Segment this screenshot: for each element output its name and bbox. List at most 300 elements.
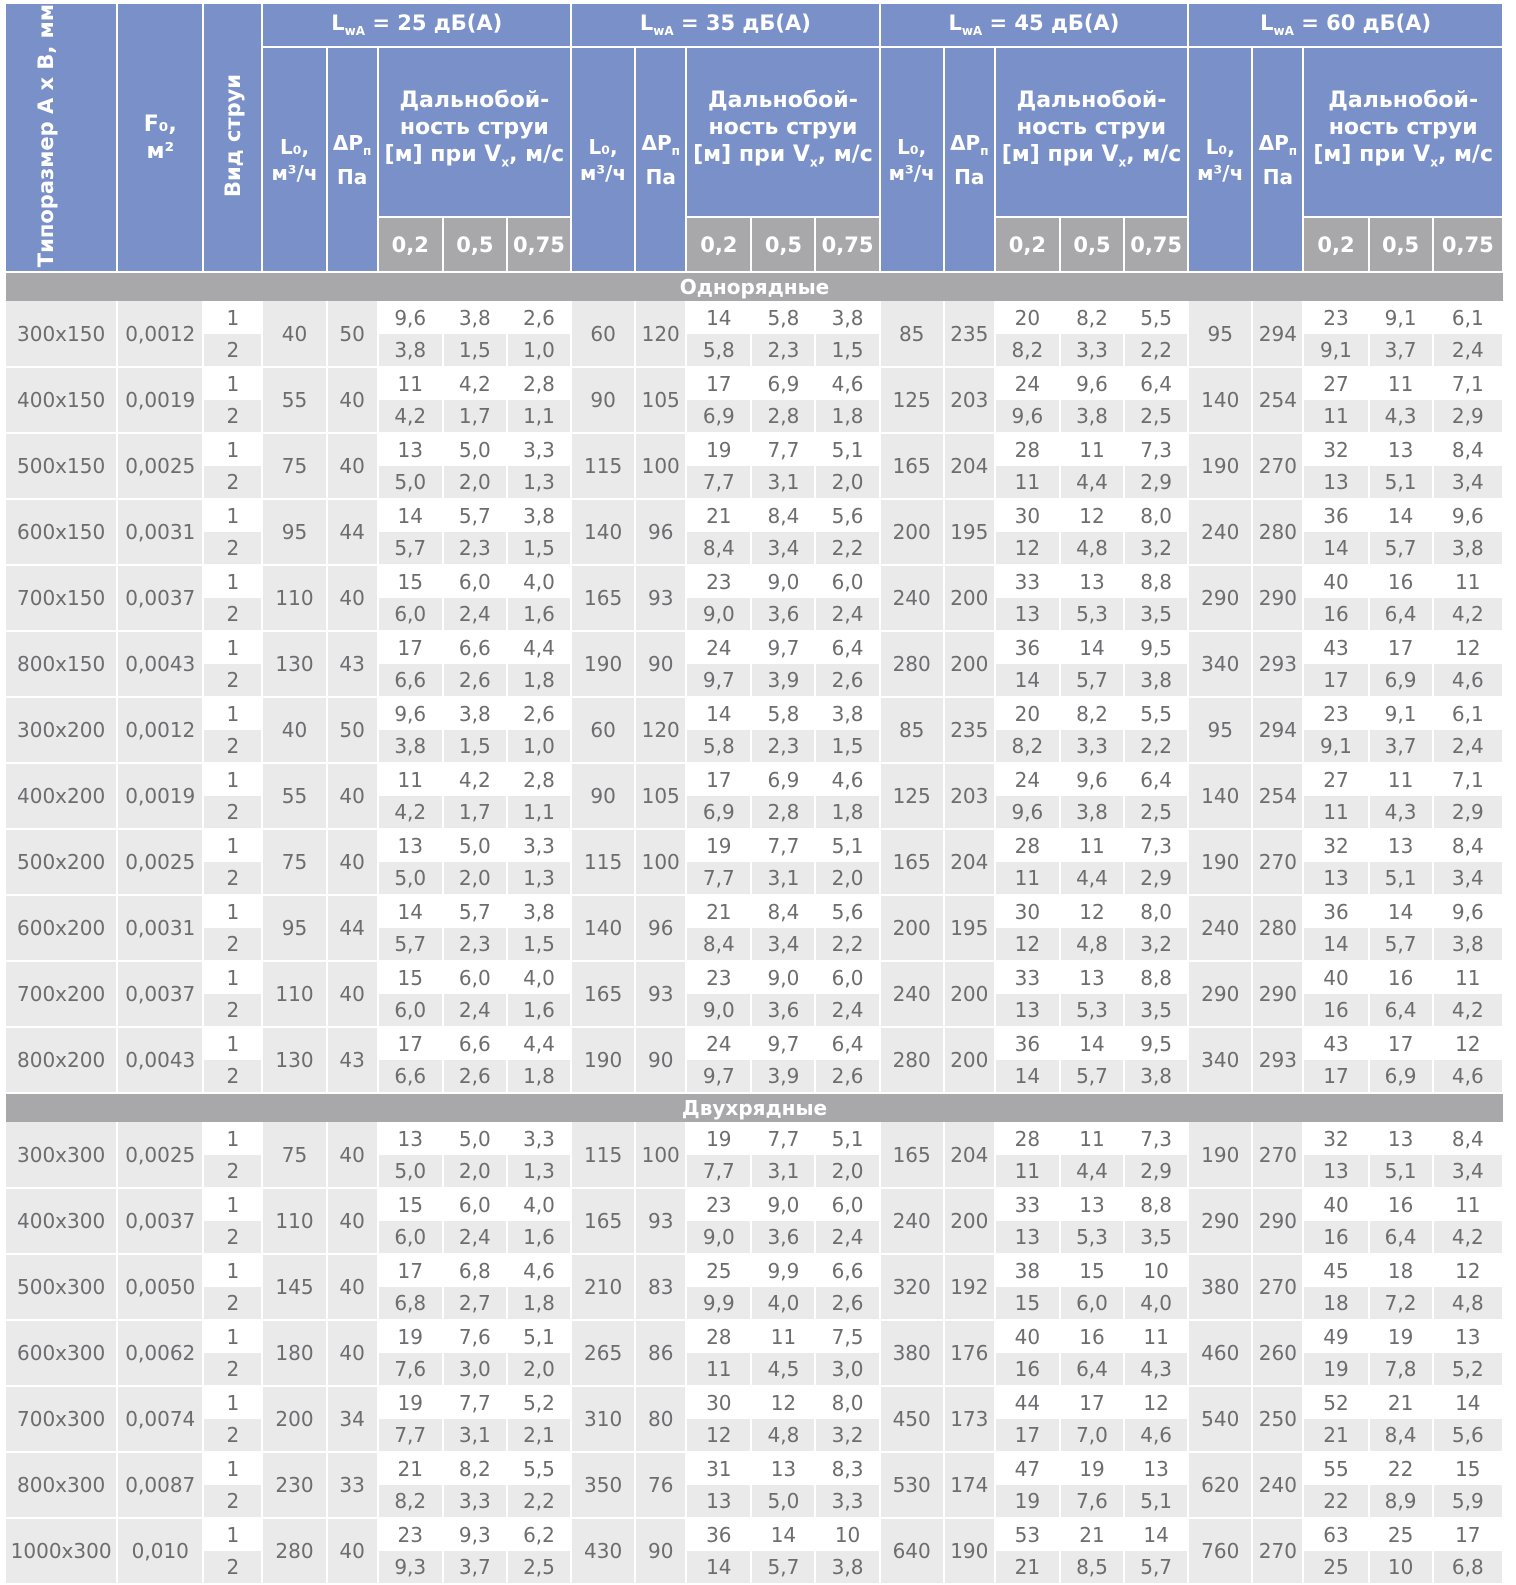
range-value-cell: 40 bbox=[1303, 565, 1368, 598]
range-value-cell: 9,0 bbox=[751, 565, 815, 598]
jet-type-cell: 2 bbox=[203, 334, 262, 367]
range-value-cell: 13 bbox=[1303, 466, 1368, 499]
range-value-cell: 5,5 bbox=[1124, 301, 1188, 334]
velocity-column-header: 0,2 bbox=[995, 217, 1060, 272]
pressure-drop-column-header bbox=[944, 47, 995, 272]
f0-cell: 0,0043 bbox=[117, 1027, 203, 1093]
range-value-cell: 9,6 bbox=[1433, 499, 1503, 532]
range-value-cell: 20 bbox=[995, 697, 1060, 730]
range-value-cell: 3,1 bbox=[751, 862, 815, 895]
sound-level-group-header bbox=[571, 4, 880, 47]
size-cell: 800x200 bbox=[6, 1027, 117, 1093]
airflow-cell: 240 bbox=[880, 961, 944, 1027]
range-value-cell: 8,4 bbox=[1369, 1419, 1433, 1452]
range-value-cell: 5,6 bbox=[815, 499, 879, 532]
range-value-cell: 2,8 bbox=[751, 796, 815, 829]
range-value-cell: 2,4 bbox=[443, 994, 507, 1027]
range-value-cell: 13 bbox=[378, 1122, 443, 1155]
pressure-drop-cell: 195 bbox=[944, 895, 995, 961]
f0-cell: 0,0062 bbox=[117, 1320, 203, 1386]
pressure-drop-cell: 44 bbox=[327, 499, 378, 565]
range-value-cell: 6,9 bbox=[1369, 664, 1433, 697]
table-row bbox=[6, 631, 1503, 664]
range-value-cell: 3,8 bbox=[815, 301, 879, 334]
pressure-drop-cell: 200 bbox=[944, 631, 995, 697]
sound-level-value: = 45 дБ(А) bbox=[989, 11, 1120, 36]
range-value-cell: 2,2 bbox=[1124, 334, 1188, 367]
jet-type-column-label: Вид струи bbox=[220, 74, 245, 198]
airflow-cell: 130 bbox=[262, 1027, 326, 1093]
pressure-drop-cell: 105 bbox=[635, 367, 686, 433]
range-value-cell: 6,6 bbox=[443, 631, 507, 664]
jet-type-cell: 1 bbox=[203, 1188, 262, 1221]
range-value-cell: 4,6 bbox=[1433, 664, 1503, 697]
range-value-cell: 11 bbox=[1369, 763, 1433, 796]
range-value-cell: 2,3 bbox=[443, 532, 507, 565]
jet-type-cell: 2 bbox=[203, 1221, 262, 1254]
range-value-cell: 3,7 bbox=[443, 1551, 507, 1584]
jet-type-column-header bbox=[203, 4, 262, 272]
pressure-drop-cell: 294 bbox=[1252, 301, 1303, 367]
airflow-cell: 165 bbox=[571, 1188, 635, 1254]
range-value-cell: 7,3 bbox=[1124, 433, 1188, 466]
range-value-cell: 17 bbox=[1369, 1027, 1433, 1060]
pressure-drop-unit: Па bbox=[645, 164, 676, 189]
pressure-drop-symbol: ΔP bbox=[641, 130, 672, 155]
jet-type-cell: 2 bbox=[203, 1353, 262, 1386]
airflow-cell: 240 bbox=[1188, 499, 1252, 565]
pressure-drop-cell: 50 bbox=[327, 301, 378, 367]
range-value-cell: 9,1 bbox=[1369, 301, 1433, 334]
range-value-cell: 8,2 bbox=[378, 1485, 443, 1518]
range-value-cell: 3,8 bbox=[443, 301, 507, 334]
f0-cell: 0,0025 bbox=[117, 829, 203, 895]
pressure-drop-cell: 235 bbox=[944, 301, 995, 367]
jet-type-cell: 2 bbox=[203, 1485, 262, 1518]
range-value-cell: 4,6 bbox=[507, 1254, 571, 1287]
f0-cell: 0,010 bbox=[117, 1518, 203, 1584]
range-value-cell: 3,3 bbox=[507, 1122, 571, 1155]
range-value-cell: 13 bbox=[686, 1485, 751, 1518]
airflow-cell: 340 bbox=[1188, 631, 1252, 697]
range-value-cell: 13 bbox=[995, 994, 1060, 1027]
table-row bbox=[6, 895, 1503, 928]
range-value-cell: 4,6 bbox=[815, 367, 879, 400]
range-value-cell: 6,0 bbox=[378, 1221, 443, 1254]
range-value-cell: 14 bbox=[686, 301, 751, 334]
range-value-cell: 3,8 bbox=[1433, 532, 1503, 565]
range-value-cell: 11 bbox=[378, 763, 443, 796]
lwa-symbol: L bbox=[1260, 11, 1274, 36]
pressure-drop-column-header bbox=[327, 47, 378, 272]
airflow-cell: 240 bbox=[880, 1188, 944, 1254]
range-value-cell: 19 bbox=[378, 1386, 443, 1419]
jet-type-cell: 2 bbox=[203, 1155, 262, 1188]
airflow-cell: 190 bbox=[1188, 1122, 1252, 1188]
range-value-cell: 8,2 bbox=[1060, 301, 1124, 334]
jet-type-cell: 1 bbox=[203, 895, 262, 928]
range-value-cell: 12 bbox=[1060, 499, 1124, 532]
range-value-cell: 7,5 bbox=[815, 1320, 879, 1353]
velocity-column-header: 0,75 bbox=[1124, 217, 1188, 272]
range-value-cell: 13 bbox=[1369, 1122, 1433, 1155]
range-value-cell: 1,8 bbox=[815, 400, 879, 433]
pressure-drop-cell: 40 bbox=[327, 1518, 378, 1584]
range-value-cell: 16 bbox=[1303, 1221, 1368, 1254]
range-value-cell: 16 bbox=[995, 1353, 1060, 1386]
range-value-cell: 2,0 bbox=[443, 1155, 507, 1188]
range-value-cell: 4,3 bbox=[1124, 1353, 1188, 1386]
spec-table-container bbox=[6, 4, 1504, 1585]
airflow-column-header bbox=[262, 47, 326, 272]
range-value-cell: 11 bbox=[1369, 367, 1433, 400]
range-value-cell: 14 bbox=[1060, 1027, 1124, 1060]
range-value-cell: 14 bbox=[378, 895, 443, 928]
range-value-cell: 5,7 bbox=[1369, 928, 1433, 961]
jet-type-cell: 1 bbox=[203, 1518, 262, 1551]
range-value-cell: 3,8 bbox=[1124, 664, 1188, 697]
sound-level-group-header bbox=[262, 4, 571, 47]
pressure-drop-cell: 120 bbox=[635, 697, 686, 763]
pressure-drop-cell: 86 bbox=[635, 1320, 686, 1386]
range-value-cell: 5,6 bbox=[1433, 1419, 1503, 1452]
range-value-cell: 5,7 bbox=[1124, 1551, 1188, 1584]
range-value-cell: 4,2 bbox=[378, 400, 443, 433]
range-value-cell: 7,3 bbox=[1124, 1122, 1188, 1155]
pressure-drop-cell: 280 bbox=[1252, 499, 1303, 565]
pressure-drop-cell: 204 bbox=[944, 433, 995, 499]
range-value-cell: 7,7 bbox=[751, 433, 815, 466]
jet-type-cell: 1 bbox=[203, 499, 262, 532]
airflow-cell: 95 bbox=[1188, 697, 1252, 763]
jet-range-line-3: [м] при V bbox=[1313, 142, 1431, 168]
range-value-cell: 4,2 bbox=[1433, 994, 1503, 1027]
jet-range-line-3-end: , м/с bbox=[1126, 142, 1182, 168]
pressure-drop-column-header bbox=[1252, 47, 1303, 272]
range-value-cell: 11 bbox=[1303, 796, 1368, 829]
jet-type-cell: 2 bbox=[203, 598, 262, 631]
range-value-cell: 6,9 bbox=[686, 400, 751, 433]
airflow-cell: 140 bbox=[1188, 367, 1252, 433]
range-value-cell: 2,0 bbox=[443, 862, 507, 895]
jet-range-line-2: ность струи bbox=[399, 115, 549, 141]
airflow-cell: 115 bbox=[571, 1122, 635, 1188]
size-cell: 400x150 bbox=[6, 367, 117, 433]
range-value-cell: 1,1 bbox=[507, 796, 571, 829]
pressure-drop-cell: 270 bbox=[1252, 433, 1303, 499]
range-value-cell: 7,7 bbox=[443, 1386, 507, 1419]
table-row bbox=[6, 367, 1503, 400]
pressure-drop-unit: Па bbox=[337, 164, 368, 189]
range-value-cell: 9,1 bbox=[1369, 697, 1433, 730]
range-value-cell: 2,4 bbox=[815, 994, 879, 1027]
range-value-cell: 47 bbox=[995, 1452, 1060, 1485]
range-value-cell: 2,2 bbox=[815, 928, 879, 961]
range-value-cell: 8,9 bbox=[1369, 1485, 1433, 1518]
range-value-cell: 16 bbox=[1369, 1188, 1433, 1221]
pressure-drop-cell: 294 bbox=[1252, 697, 1303, 763]
f0-cell: 0,0025 bbox=[117, 433, 203, 499]
pressure-drop-cell: 293 bbox=[1252, 1027, 1303, 1093]
pressure-drop-cell: 40 bbox=[327, 829, 378, 895]
range-value-cell: 3,4 bbox=[1433, 1155, 1503, 1188]
size-cell: 1000x300 bbox=[6, 1518, 117, 1584]
range-value-cell: 9,6 bbox=[378, 301, 443, 334]
range-value-cell: 19 bbox=[378, 1320, 443, 1353]
range-value-cell: 5,8 bbox=[751, 697, 815, 730]
jet-range-subscript: x bbox=[501, 155, 510, 170]
range-value-cell: 16 bbox=[1303, 598, 1368, 631]
range-value-cell: 5,0 bbox=[443, 829, 507, 862]
pressure-drop-cell: 240 bbox=[1252, 1452, 1303, 1518]
range-value-cell: 12 bbox=[995, 532, 1060, 565]
range-value-cell: 23 bbox=[686, 961, 751, 994]
range-value-cell: 3,8 bbox=[1124, 1060, 1188, 1093]
range-value-cell: 11 bbox=[1433, 961, 1503, 994]
pressure-drop-cell: 200 bbox=[944, 565, 995, 631]
range-value-cell: 6,4 bbox=[1369, 994, 1433, 1027]
sound-level-value: = 35 дБ(А) bbox=[680, 11, 811, 36]
pressure-drop-cell: 80 bbox=[635, 1386, 686, 1452]
range-value-cell: 6,8 bbox=[1433, 1551, 1503, 1584]
range-value-cell: 30 bbox=[995, 895, 1060, 928]
f0-cell: 0,0050 bbox=[117, 1254, 203, 1320]
lwa-subscript: wA bbox=[961, 24, 983, 39]
range-value-cell: 19 bbox=[686, 829, 751, 862]
range-value-cell: 9,3 bbox=[378, 1551, 443, 1584]
airflow-cell: 200 bbox=[262, 1386, 326, 1452]
range-value-cell: 1,8 bbox=[507, 1287, 571, 1320]
airflow-cell: 200 bbox=[880, 895, 944, 961]
pressure-drop-cell: 90 bbox=[635, 1518, 686, 1584]
range-value-cell: 5,1 bbox=[507, 1320, 571, 1353]
range-value-cell: 3,8 bbox=[378, 334, 443, 367]
lwa-symbol: L bbox=[948, 11, 962, 36]
range-value-cell: 2,0 bbox=[815, 1155, 879, 1188]
range-value-cell: 2,9 bbox=[1124, 466, 1188, 499]
jet-range-subscript: x bbox=[809, 155, 818, 170]
airflow-cell: 75 bbox=[262, 829, 326, 895]
range-value-cell: 21 bbox=[1060, 1518, 1124, 1551]
range-value-cell: 43 bbox=[1303, 631, 1368, 664]
range-value-cell: 9,1 bbox=[1303, 730, 1368, 763]
range-value-cell: 6,2 bbox=[507, 1518, 571, 1551]
range-value-cell: 11 bbox=[686, 1353, 751, 1386]
range-value-cell: 6,8 bbox=[378, 1287, 443, 1320]
airflow-cell: 165 bbox=[880, 433, 944, 499]
range-value-cell: 7,6 bbox=[1060, 1485, 1124, 1518]
airflow-cell: 280 bbox=[880, 631, 944, 697]
range-value-cell: 6,0 bbox=[443, 961, 507, 994]
range-value-cell: 33 bbox=[995, 961, 1060, 994]
range-value-cell: 8,2 bbox=[995, 730, 1060, 763]
range-value-cell: 11 bbox=[751, 1320, 815, 1353]
range-value-cell: 3,0 bbox=[815, 1353, 879, 1386]
pressure-drop-cell: 290 bbox=[1252, 961, 1303, 1027]
jet-range-group-header bbox=[378, 47, 571, 217]
range-value-cell: 8,3 bbox=[815, 1452, 879, 1485]
airflow-cell: 75 bbox=[262, 1122, 326, 1188]
jet-type-cell: 1 bbox=[203, 301, 262, 334]
airflow-cell: 110 bbox=[262, 961, 326, 1027]
f0-cell: 0,0019 bbox=[117, 367, 203, 433]
table-header bbox=[6, 4, 1503, 272]
jet-range-line-3: [м] при V bbox=[693, 142, 810, 168]
f0-cell: 0,0037 bbox=[117, 565, 203, 631]
range-value-cell: 7,7 bbox=[686, 1155, 751, 1188]
range-value-cell: 22 bbox=[1303, 1485, 1368, 1518]
range-value-cell: 8,2 bbox=[1060, 697, 1124, 730]
range-value-cell: 24 bbox=[995, 763, 1060, 796]
range-value-cell: 7,2 bbox=[1369, 1287, 1433, 1320]
range-value-cell: 5,7 bbox=[378, 532, 443, 565]
range-value-cell: 5,5 bbox=[507, 1452, 571, 1485]
airflow-label: L₀, м³/ч bbox=[1197, 134, 1244, 185]
range-value-cell: 17 bbox=[1060, 1386, 1124, 1419]
pressure-drop-cell: 270 bbox=[1252, 829, 1303, 895]
range-value-cell: 4,4 bbox=[1060, 1155, 1124, 1188]
range-value-cell: 21 bbox=[1303, 1419, 1368, 1452]
range-value-cell: 13 bbox=[1124, 1452, 1188, 1485]
range-value-cell: 23 bbox=[686, 565, 751, 598]
range-value-cell: 2,4 bbox=[443, 598, 507, 631]
range-value-cell: 23 bbox=[378, 1518, 443, 1551]
section-rows bbox=[6, 301, 1503, 1093]
airflow-cell: 240 bbox=[880, 565, 944, 631]
range-value-cell: 1,0 bbox=[507, 334, 571, 367]
range-value-cell: 36 bbox=[995, 1027, 1060, 1060]
airflow-cell: 290 bbox=[1188, 961, 1252, 1027]
pressure-drop-cell: 44 bbox=[327, 895, 378, 961]
range-value-cell: 2,9 bbox=[1433, 400, 1503, 433]
pressure-drop-cell: 50 bbox=[327, 697, 378, 763]
range-value-cell: 5,7 bbox=[1060, 1060, 1124, 1093]
range-value-cell: 4,2 bbox=[1433, 1221, 1503, 1254]
pressure-drop-cell: 120 bbox=[635, 301, 686, 367]
airflow-cell: 460 bbox=[1188, 1320, 1252, 1386]
pressure-drop-cell: 33 bbox=[327, 1452, 378, 1518]
range-value-cell: 14 bbox=[1433, 1386, 1503, 1419]
range-value-cell: 3,3 bbox=[507, 433, 571, 466]
range-value-cell: 19 bbox=[1369, 1320, 1433, 1353]
airflow-cell: 350 bbox=[571, 1452, 635, 1518]
range-value-cell: 13 bbox=[378, 829, 443, 862]
range-value-cell: 14 bbox=[995, 1060, 1060, 1093]
range-value-cell: 14 bbox=[1303, 928, 1368, 961]
pressure-drop-cell: 83 bbox=[635, 1254, 686, 1320]
range-value-cell: 12 bbox=[1060, 895, 1124, 928]
jet-type-cell: 2 bbox=[203, 400, 262, 433]
airflow-cell: 230 bbox=[262, 1452, 326, 1518]
velocity-column-header: 0,2 bbox=[686, 217, 751, 272]
range-value-cell: 24 bbox=[686, 631, 751, 664]
airflow-cell: 620 bbox=[1188, 1452, 1252, 1518]
table-row bbox=[6, 1254, 1503, 1287]
jet-type-cell: 1 bbox=[203, 697, 262, 730]
airflow-cell: 290 bbox=[1188, 565, 1252, 631]
sound-level-group-header bbox=[1188, 4, 1503, 47]
range-value-cell: 9,7 bbox=[686, 664, 751, 697]
range-value-cell: 17 bbox=[1303, 1060, 1368, 1093]
range-value-cell: 4,8 bbox=[751, 1419, 815, 1452]
range-value-cell: 36 bbox=[1303, 895, 1368, 928]
range-value-cell: 5,7 bbox=[378, 928, 443, 961]
airflow-cell: 75 bbox=[262, 433, 326, 499]
pressure-drop-cell: 40 bbox=[327, 961, 378, 1027]
range-value-cell: 4,4 bbox=[507, 1027, 571, 1060]
range-value-cell: 13 bbox=[751, 1452, 815, 1485]
range-value-cell: 28 bbox=[686, 1320, 751, 1353]
range-value-cell: 5,1 bbox=[1369, 1155, 1433, 1188]
range-value-cell: 14 bbox=[995, 664, 1060, 697]
airflow-cell: 115 bbox=[571, 829, 635, 895]
range-value-cell: 6,1 bbox=[1433, 697, 1503, 730]
range-value-cell: 13 bbox=[1369, 829, 1433, 862]
jet-range-line-3-end: , м/с bbox=[1437, 142, 1494, 168]
range-value-cell: 11 bbox=[1060, 433, 1124, 466]
range-value-cell: 3,8 bbox=[1060, 400, 1124, 433]
range-value-cell: 18 bbox=[1369, 1254, 1433, 1287]
airflow-cell: 165 bbox=[571, 565, 635, 631]
pressure-drop-cell: 250 bbox=[1252, 1386, 1303, 1452]
jet-range-line-3-end: , м/с bbox=[817, 142, 873, 168]
range-value-cell: 8,5 bbox=[1060, 1551, 1124, 1584]
range-value-cell: 3,2 bbox=[815, 1419, 879, 1452]
airflow-cell: 290 bbox=[1188, 1188, 1252, 1254]
range-value-cell: 17 bbox=[1303, 664, 1368, 697]
range-value-cell: 3,8 bbox=[1433, 928, 1503, 961]
f0-cell: 0,0043 bbox=[117, 631, 203, 697]
range-value-cell: 14 bbox=[751, 1518, 815, 1551]
airflow-cell: 85 bbox=[880, 697, 944, 763]
range-value-cell: 8,4 bbox=[1433, 433, 1503, 466]
range-value-cell: 12 bbox=[995, 928, 1060, 961]
range-value-cell: 4,5 bbox=[751, 1353, 815, 1386]
range-value-cell: 1,5 bbox=[815, 730, 879, 763]
pressure-drop-column-header bbox=[635, 47, 686, 272]
pressure-drop-cell: 254 bbox=[1252, 763, 1303, 829]
pressure-drop-cell: 200 bbox=[944, 1188, 995, 1254]
pressure-drop-cell: 100 bbox=[635, 433, 686, 499]
airflow-cell: 40 bbox=[262, 697, 326, 763]
pressure-drop-cell: 260 bbox=[1252, 1320, 1303, 1386]
range-value-cell: 9,0 bbox=[751, 1188, 815, 1221]
range-value-cell: 1,5 bbox=[443, 334, 507, 367]
airflow-cell: 115 bbox=[571, 433, 635, 499]
range-value-cell: 2,0 bbox=[507, 1353, 571, 1386]
range-value-cell: 5,0 bbox=[751, 1485, 815, 1518]
range-value-cell: 25 bbox=[1303, 1551, 1368, 1584]
airflow-cell: 140 bbox=[1188, 763, 1252, 829]
range-value-cell: 2,9 bbox=[1124, 862, 1188, 895]
size-cell: 700x200 bbox=[6, 961, 117, 1027]
pressure-drop-cell: 90 bbox=[635, 631, 686, 697]
range-value-cell: 52 bbox=[1303, 1386, 1368, 1419]
range-value-cell: 9,7 bbox=[751, 631, 815, 664]
size-cell: 600x300 bbox=[6, 1320, 117, 1386]
range-value-cell: 5,0 bbox=[443, 433, 507, 466]
jet-range-line-1: Дальнобой- bbox=[399, 88, 550, 114]
range-value-cell: 2,2 bbox=[815, 532, 879, 565]
range-value-cell: 6,4 bbox=[1124, 763, 1188, 796]
range-value-cell: 8,4 bbox=[1433, 829, 1503, 862]
size-cell: 800x300 bbox=[6, 1452, 117, 1518]
range-value-cell: 6,4 bbox=[1369, 1221, 1433, 1254]
f0-cell: 0,0031 bbox=[117, 895, 203, 961]
pressure-drop-cell: 203 bbox=[944, 763, 995, 829]
pressure-drop-cell: 176 bbox=[944, 1320, 995, 1386]
range-value-cell: 3,3 bbox=[443, 1485, 507, 1518]
